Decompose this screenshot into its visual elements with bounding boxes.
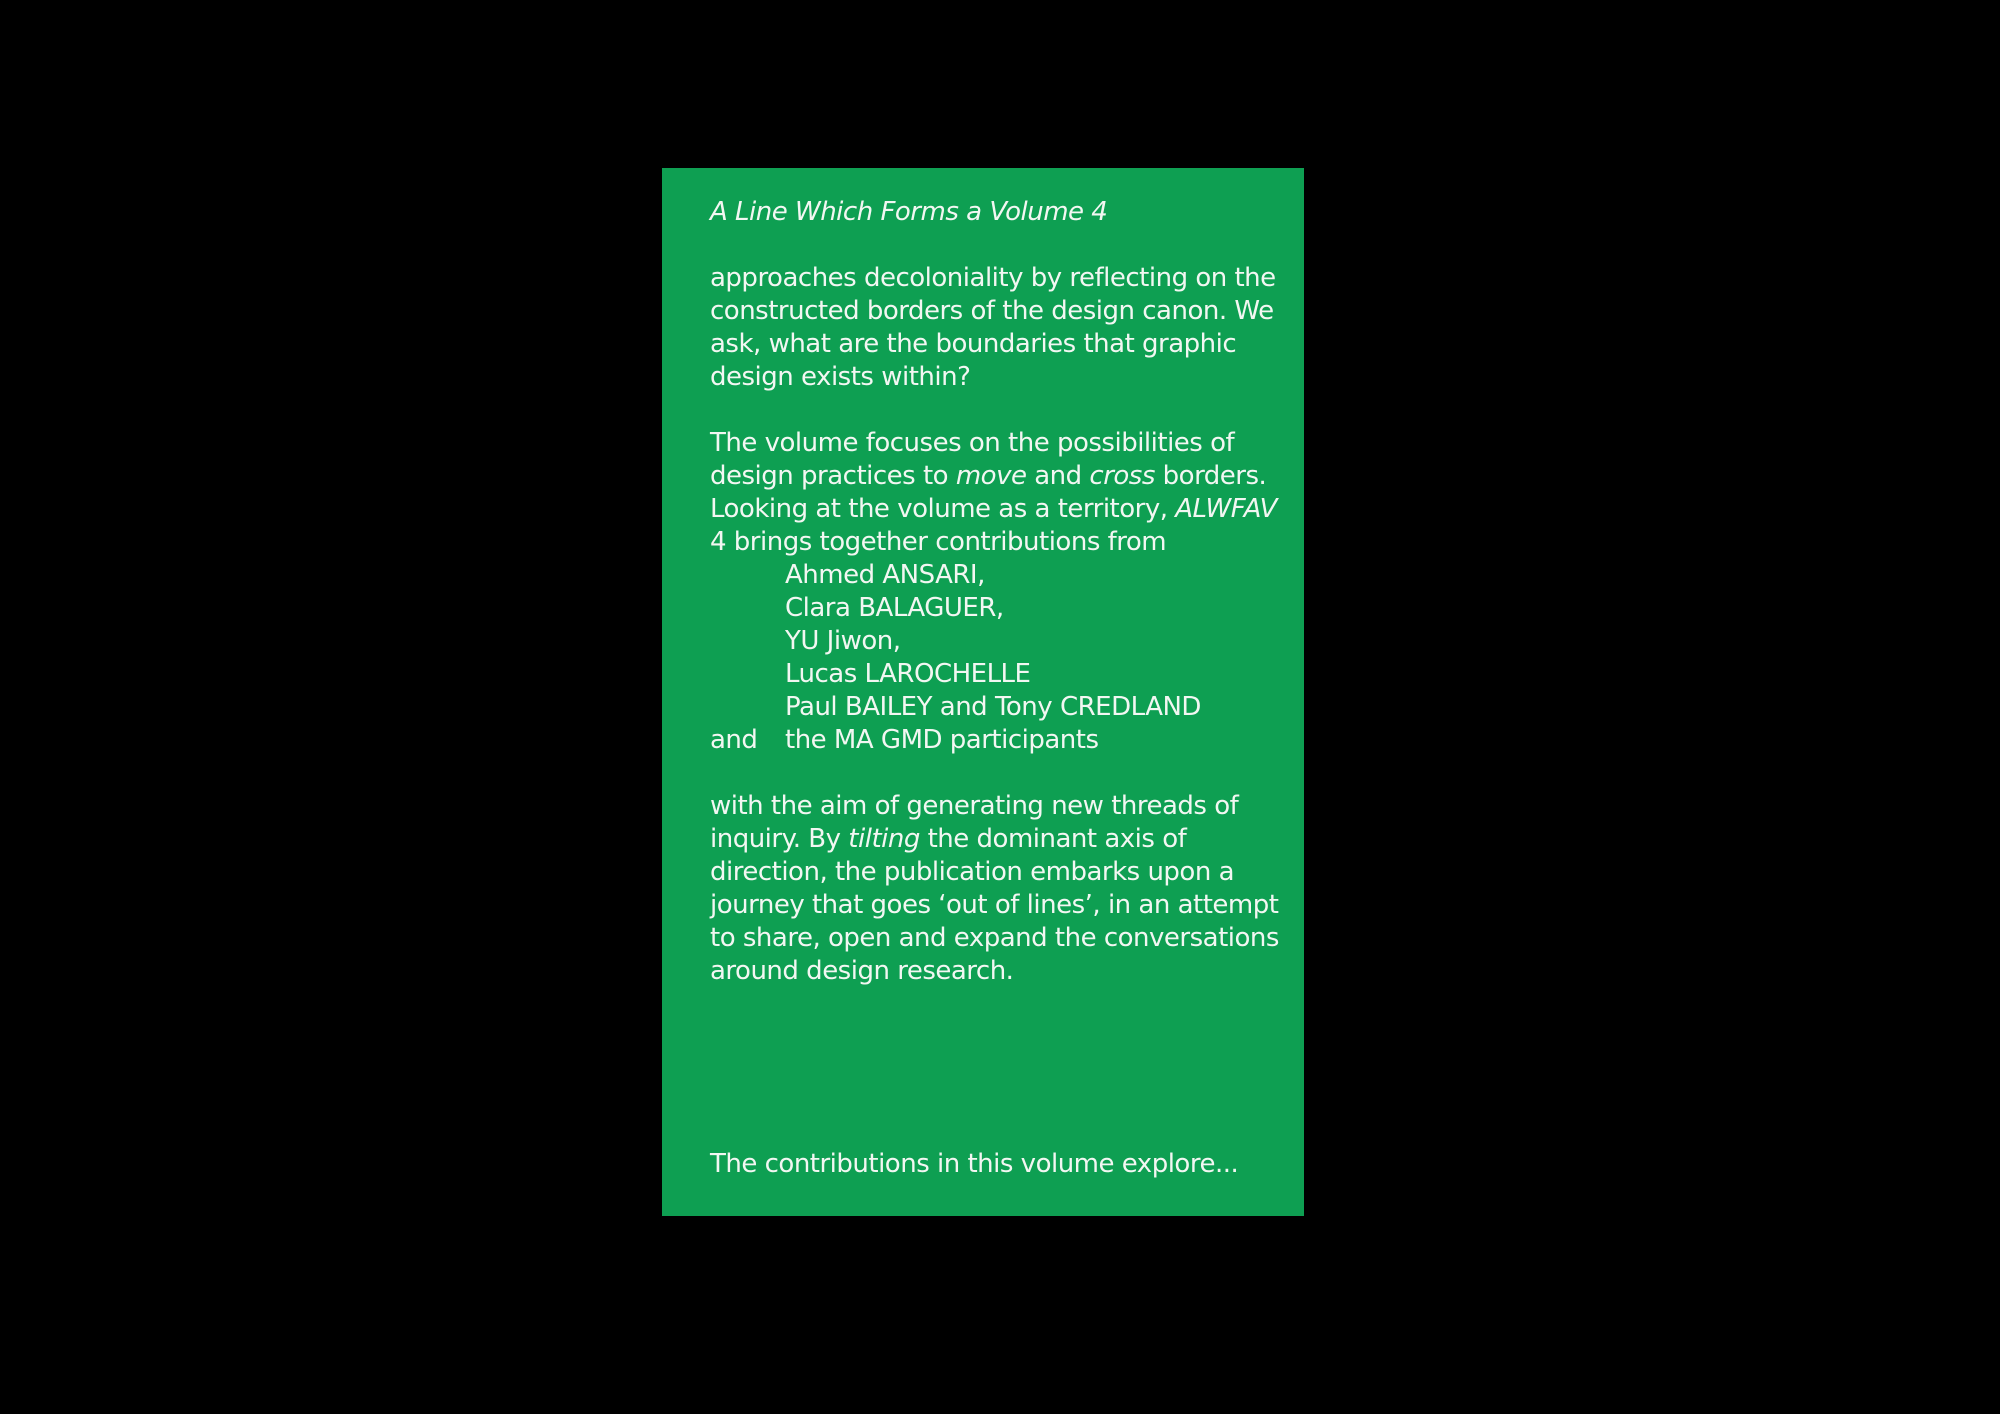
- volume-paragraph-text-2: and: [1026, 461, 1090, 491]
- volume-paragraph-text-4: 4 brings together contributions from: [710, 527, 1167, 557]
- contributor-row: [710, 658, 1290, 691]
- contributor-name: Lucas LAROCHELLE: [785, 659, 1031, 689]
- booklet-footer: The contributions in this volume explore...: [710, 1149, 1239, 1179]
- contributor-name: Paul BAILEY and Tony CREDLAND: [785, 692, 1201, 722]
- and-label: and: [710, 725, 758, 755]
- contributor-row: [710, 625, 1290, 658]
- volume-paragraph: [710, 427, 1290, 559]
- booklet-title: A Line Which Forms a Volume 4: [710, 197, 1108, 227]
- aim-paragraph: [710, 790, 1290, 988]
- contributor-name: Clara BALAGUER,: [785, 593, 1004, 623]
- contributor-row: [710, 559, 1290, 592]
- contributor-name: YU Jiwon,: [785, 626, 901, 656]
- contributor-row-last: [710, 724, 1290, 757]
- emphasis-move: move: [955, 461, 1027, 491]
- contributor-name: the MA GMD participants: [785, 725, 1099, 755]
- emphasis-tilting: tilting: [848, 824, 920, 854]
- booklet-cover: [662, 168, 1304, 1216]
- volume-paragraph-text-3: borders. Looking at the volume as a territory,: [710, 461, 1267, 524]
- aim-paragraph-text-1: with the aim of generating new threads of inquiry. By: [710, 791, 1239, 854]
- emphasis-cross: cross: [1089, 461, 1155, 491]
- contributor-row: [710, 592, 1290, 625]
- booklet-text: [710, 196, 1290, 988]
- volume-paragraph-text-1: The volume focuses on the possibilities of design practices to: [710, 428, 1235, 491]
- contributor-list: [710, 559, 1290, 757]
- contributor-name: Ahmed ANSARI,: [785, 560, 985, 590]
- aim-paragraph-text-2: the dominant axis of direction, the publication embarks upon a journey that goes ‘out of lines’, in an attempt to share, open and expand the conversations around design research.: [710, 824, 1279, 986]
- intro-paragraph: approaches decoloniality by reflecting on the constructed borders of the design canon. We ask, what are the boundaries that graphic design exists within?: [710, 263, 1276, 392]
- contributor-row: [710, 691, 1290, 724]
- emphasis-alwfav: ALWFAV: [1175, 494, 1277, 524]
